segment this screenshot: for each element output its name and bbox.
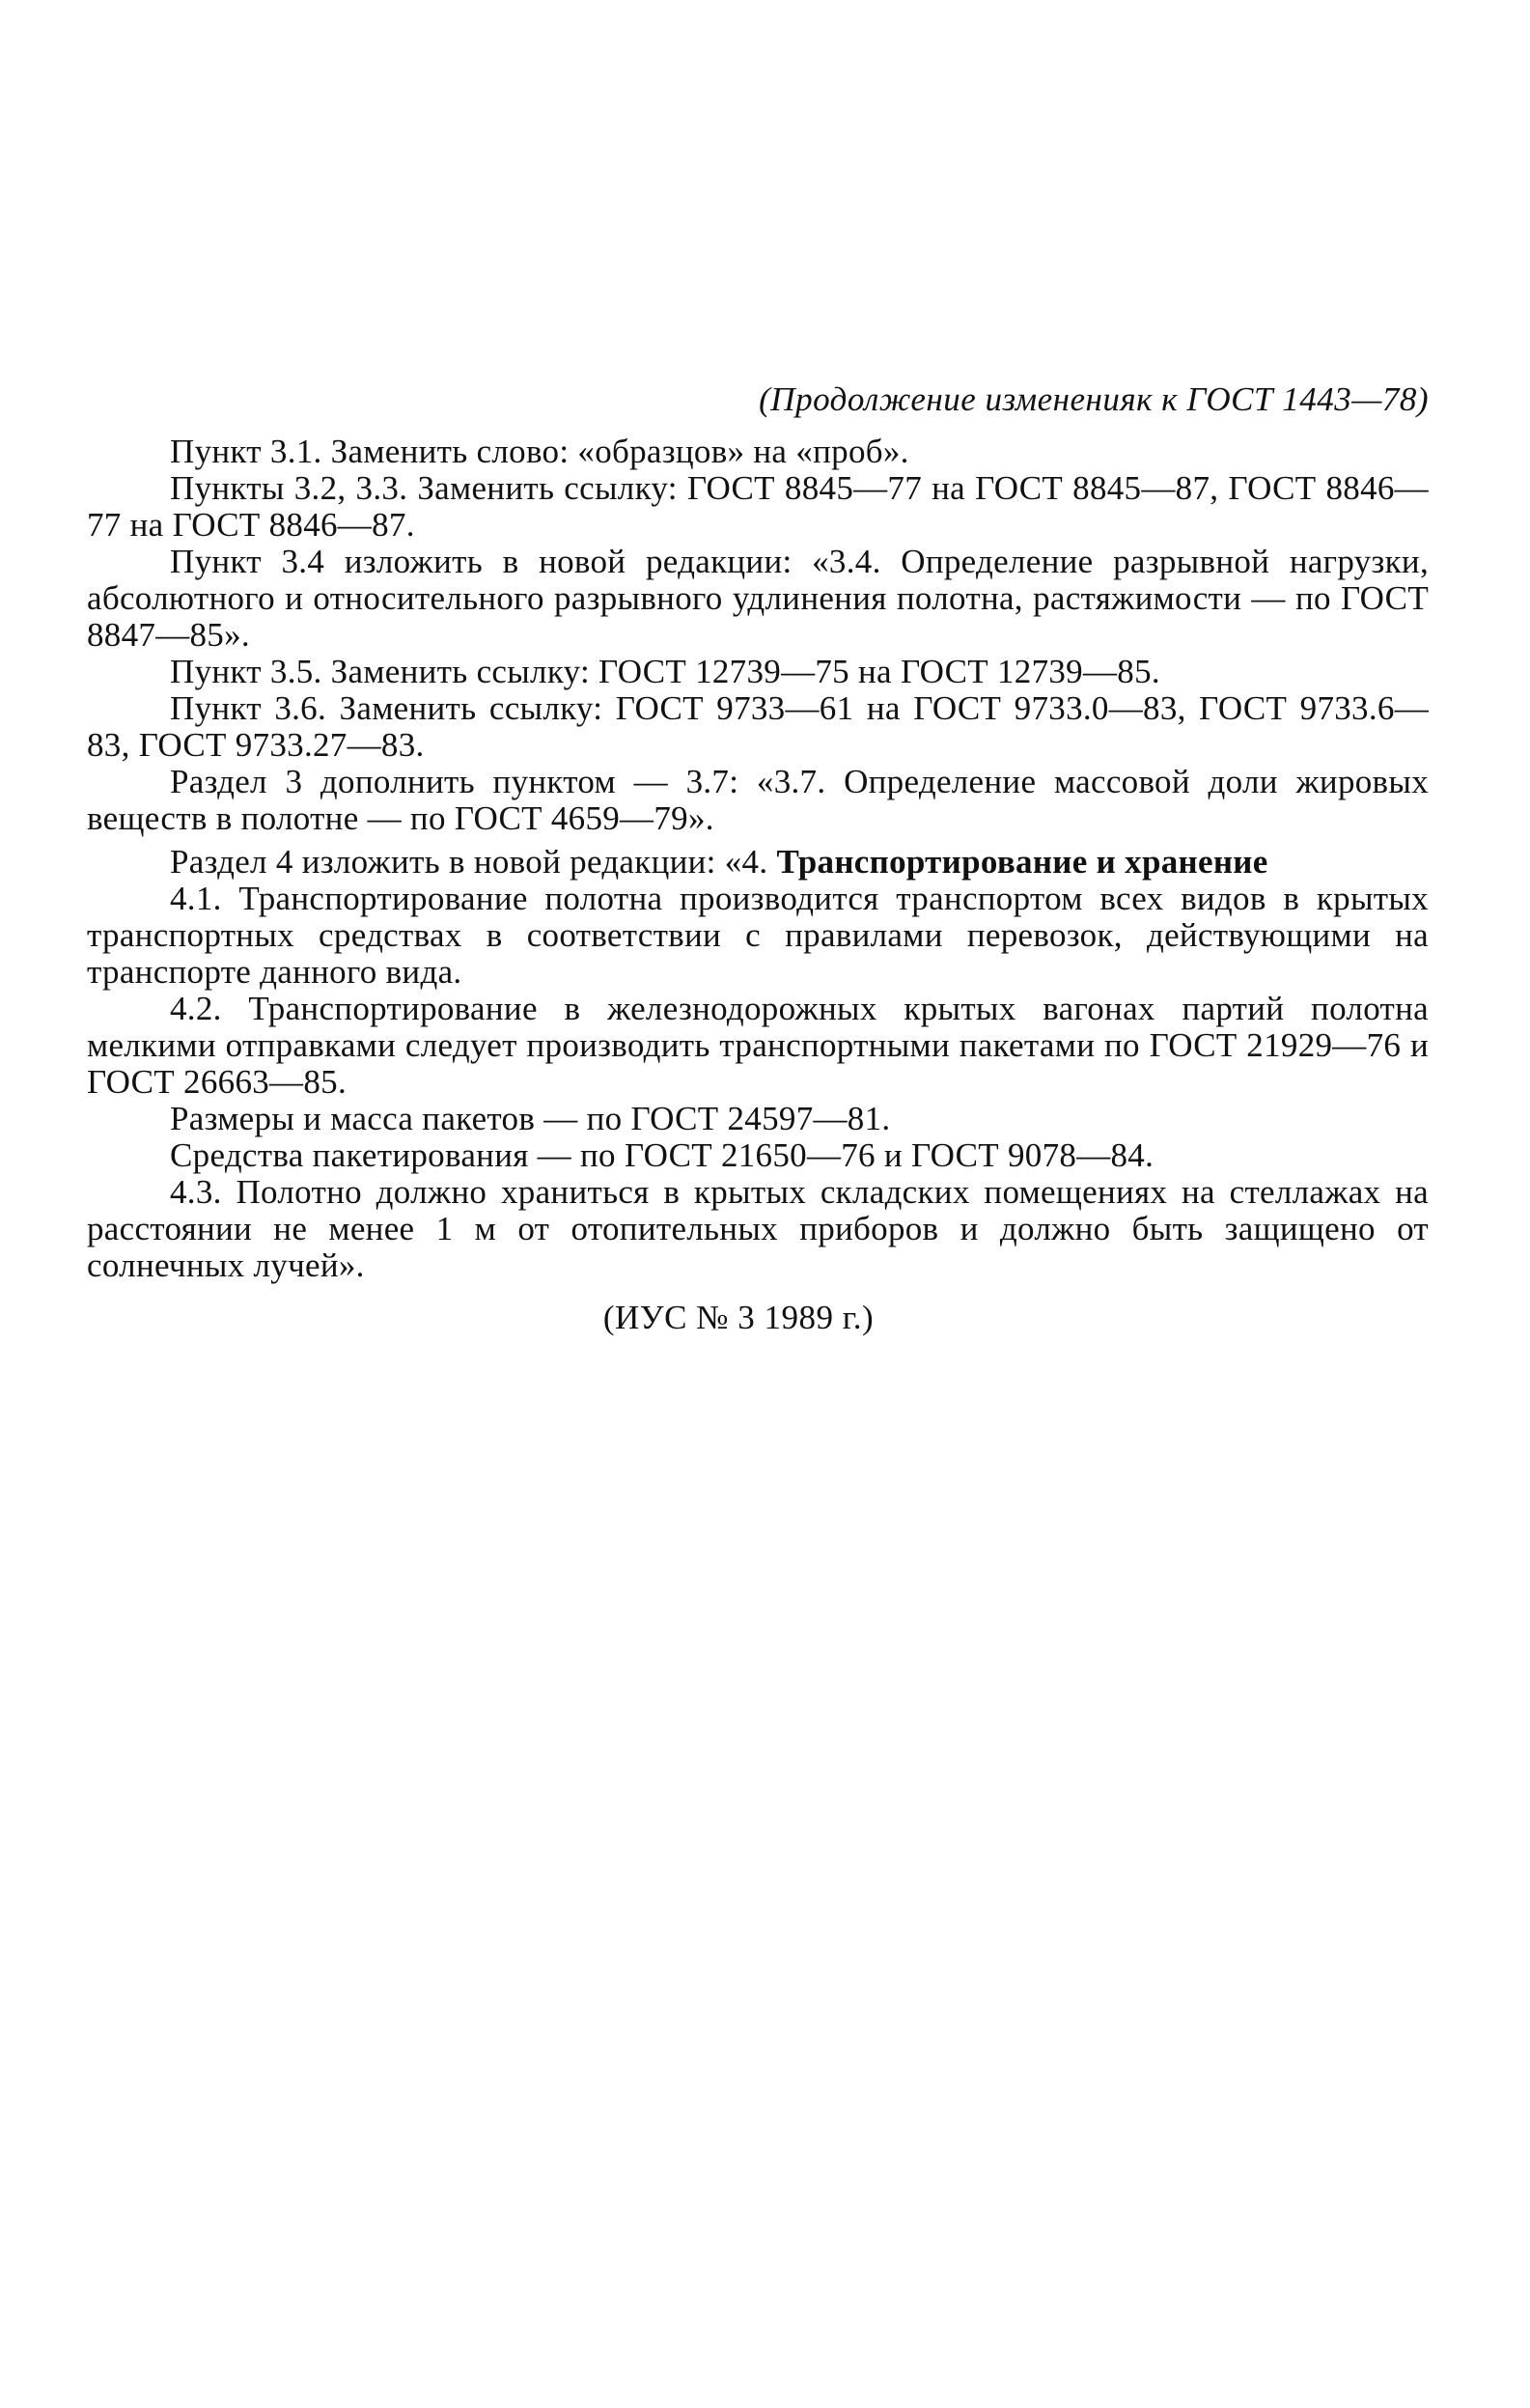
section-4-title: Транспортирование и хранение <box>776 843 1268 881</box>
paragraph-clause-3-6: Пункт 3.6. Заменить ссылку: ГОСТ 9733—61 на ГОСТ 9733.0—83, ГОСТ 9733.6—83, ГОСТ 9733.27—83. <box>87 689 1429 764</box>
section-4-intro-text: Раздел 4 изложить в новой редакции: «4. <box>170 843 777 881</box>
paragraph-clause-4-1: 4.1. Транспортирование полотна производится транспортом всех видов в крытых транспортных средствах в соответствии с правилами перевозок, действующими на транспорте данного вида. <box>87 880 1429 991</box>
paragraph-clause-3-4: Пункт 3.4 изложить в новой редакции: «3.4. Определение разрывной нагрузки, абсолютного и относительного разрывного удлинения полотна, растяжимости — по ГОСТ 8847—85». <box>87 543 1429 654</box>
paragraph-section-3-addition: Раздел 3 дополнить пунктом — 3.7: «3.7. Определение массовой доли жировых веществ в полотне — по ГОСТ 4659—79». <box>87 763 1429 837</box>
continuation-header: (Продолжение измененияк к ГОСТ 1443—78) <box>759 380 1429 418</box>
paragraph-clause-4-2: 4.2. Транспортирование в железнодорожных крытых вагонах партий полотна мелкими отправками следует производить транспортными пакетами по ГОСТ 21929—76 и ГОСТ 26663—85. <box>87 990 1429 1101</box>
paragraph-clause-3-1: Пункт 3.1. Заменить слово: «образцов» на «проб». <box>170 433 909 470</box>
paragraph-package-sizes: Размеры и масса пакетов — по ГОСТ 24597—81. <box>170 1100 891 1137</box>
amendment-text <box>87 381 1429 1370</box>
paragraph-section-4-intro <box>87 844 1429 881</box>
source-reference: (ИУС № 3 1989 г.) <box>602 1299 875 1336</box>
paragraph-clauses-3-2-3-3: Пункты 3.2, 3.3. Заменить ссылку: ГОСТ 8845—77 на ГОСТ 8845—87, ГОСТ 8846—77 на ГОСТ 8846—87. <box>87 469 1429 544</box>
paragraph-packaging-means: Средства пакетирования — по ГОСТ 21650—76 и ГОСТ 9078—84. <box>170 1136 1154 1174</box>
paragraph-clause-3-5: Пункт 3.5. Заменить ссылку: ГОСТ 12739—75 на ГОСТ 12739—85. <box>170 653 1160 690</box>
paragraph-clause-4-3: 4.3. Полотно должно храниться в крытых складских помещениях на стеллажах на расстоянии не менее 1 м от отопительных приборов и должно быть защищено от солнечных лучей». <box>87 1173 1429 1284</box>
